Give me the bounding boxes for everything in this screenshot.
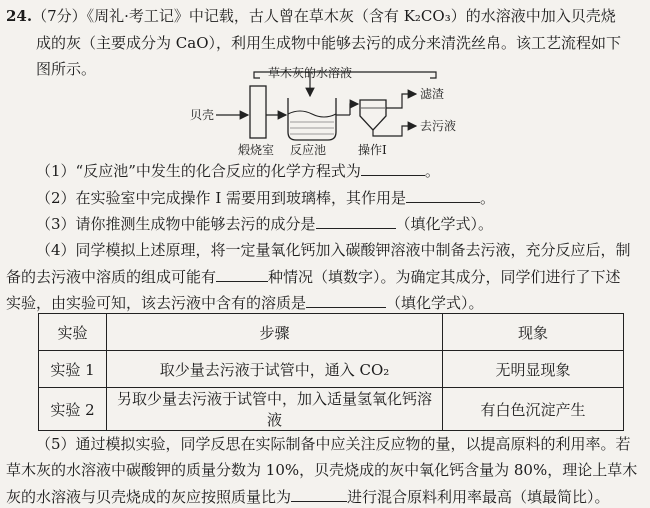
table-cell: 有白色沉淀产生 xyxy=(443,388,624,431)
answer-blank-3[interactable] xyxy=(316,213,396,229)
diagram-output-residue: 滤渣 xyxy=(420,87,445,101)
subquestion-1: （1）“反应池”中发生的化合反应的化学方程式为 。 xyxy=(36,162,440,180)
subquestion-5-line-1: （5）通过模拟实验，同学反思在实际制备中应关注反应物的量，以提高原料的利用率。若 xyxy=(36,435,631,453)
question-text-1: 《周礼·考工记》中记载，古人曾在草木灰（含有 K₂CO₃）的水溶液中加入贝壳烧 xyxy=(86,7,616,25)
table-cell: 取少量去污液于试管中，通入 CO₂ xyxy=(107,351,443,388)
subquestion-2: （2）在实验室中完成操作 I 需要用到玻璃棒，其作用是 。 xyxy=(36,189,496,207)
table-cell: 实验 2 xyxy=(39,388,107,431)
diagram-unit-operation: 操作I xyxy=(358,143,387,157)
operation-one-funnel xyxy=(360,100,386,130)
reactor-to-operation-arrow xyxy=(350,104,358,115)
answer-blank-5[interactable] xyxy=(291,486,347,502)
question-line-3: 图所示。 xyxy=(36,60,97,78)
experiment-table xyxy=(38,313,624,431)
subquestion-4-line-3: 实验，由实验可知，该去污液中含有的溶质是 （填化学式）。 xyxy=(6,294,484,312)
answer-blank-2[interactable] xyxy=(406,187,480,203)
subquestion-4-line-1: （4）同学模拟上述原理，将一定量氧化钙加入碳酸钾溶液中制备去污液，充分反应后，制 xyxy=(36,241,631,259)
diagram-unit-calcination: 煅烧室 xyxy=(238,143,275,157)
question-score: （7分） xyxy=(32,7,87,25)
answer-blank-1[interactable] xyxy=(361,160,425,176)
answer-blank-4a[interactable] xyxy=(216,266,268,282)
question-line-2: 成的灰（主要成分为 CaO），利用生成物中能够去污的成分来清洗丝帛。该工艺流程如下 xyxy=(36,34,621,52)
residue-arrow xyxy=(386,94,416,108)
table-header-cell: 实验 xyxy=(39,314,107,351)
question-number: 24. xyxy=(6,7,33,25)
table-cell: 无明显现象 xyxy=(443,351,624,388)
subquestion-5-line-2: 草木灰的水溶液中碳酸钾的质量分数为 10%，贝壳烧成的灰中氧化钙含量为 80%，理论上草木 xyxy=(6,461,638,479)
process-flow-diagram xyxy=(190,64,490,160)
table-cell: 实验 1 xyxy=(39,351,107,388)
table-row xyxy=(39,388,624,431)
subquestion-5-line-3: 灰的水溶液与贝壳烧成的灰应按照质量比为 进行混合原料利用率最高（填最简比）。 xyxy=(6,488,610,506)
table-header-cell: 现象 xyxy=(443,314,624,351)
diagram-input-label: 贝壳 xyxy=(190,108,215,122)
diagram-unit-reactor: 反应池 xyxy=(290,143,327,157)
question-line-1 xyxy=(6,6,616,26)
answer-blank-4b[interactable] xyxy=(306,292,386,308)
diagram-top-label: 草木灰的水溶液 xyxy=(268,66,353,80)
subquestion-3: （3）请你推测生成物中能够去污的成分是 （填化学式）。 xyxy=(36,215,494,233)
table-header-cell: 步骤 xyxy=(107,314,443,351)
table-cell: 另取少量去污液于试管中，加入适量氢氧化钙溶液 xyxy=(107,388,443,431)
table-row xyxy=(39,351,624,388)
table-header-row xyxy=(39,314,624,351)
liquid-arrow xyxy=(373,126,416,136)
diagram-output-liquid: 去污液 xyxy=(420,119,457,133)
subquestion-4-line-2: 备的去污液中溶质的组成可能有 种情况（填数字）。为确定其成分，同学们进行了下述 xyxy=(6,268,621,286)
calcination-chamber-shape xyxy=(250,86,266,138)
